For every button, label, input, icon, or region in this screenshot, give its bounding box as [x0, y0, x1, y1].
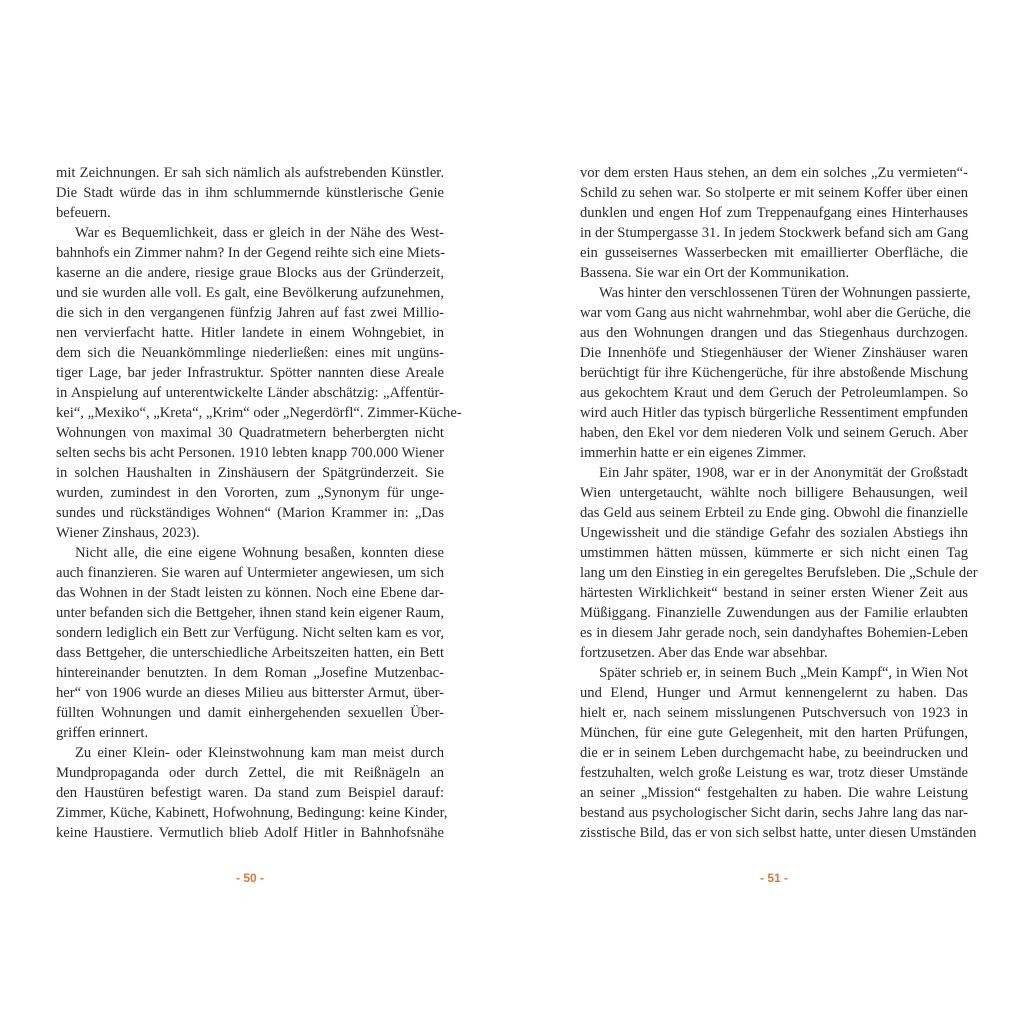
text-line: ein gusseisernes Wasserbecken mit emaillierter Oberfläche, die	[580, 245, 968, 261]
text-line: Die Stadt würde das in ihm schlummernde künstlerische Genie	[56, 185, 444, 201]
text-line: Nicht alle, die eine eigene Wohnung besaßen, konnten diese	[75, 545, 444, 561]
text-line: die er in seinem Leben durchgemacht habe, zu beeindrucken und	[580, 745, 968, 761]
text-line: immerhin hatte er ein eigenes Zimmer.	[580, 445, 807, 461]
text-line: fortzusetzen. Aber das Ende war absehbar.	[580, 645, 828, 661]
text-line: her“ von 1906 wurde an dieses Milieu aus bitterster Armut, über-	[56, 685, 444, 701]
text-line: berüchtigt für ihre Küchengerüche, für ihre abstoßende Mischung	[580, 365, 968, 381]
text-line: Müßiggang. Finanzielle Zuwendungen aus der Familie erlaubten	[580, 605, 968, 621]
text-line: kaserne an die andere, riesige graue Blocks aus der Gründerzeit,	[56, 265, 444, 281]
text-line: härtesten Wirklichkeit“ bestand in seiner ersten Wiener Zeit aus	[580, 585, 968, 601]
text-line: Wohnungen von maximal 30 Quadratmetern beherbergten nicht	[56, 425, 444, 441]
text-line: haben, den Ekel vor dem niederen Volk und seinem Geruch. Aber	[580, 425, 968, 441]
text-line: Mundpropaganda oder durch Zettel, die mit Reißnägeln an	[56, 765, 444, 781]
text-line: Die Innenhöfe und Stiegenhäuser der Wiener Zinshäuser waren	[580, 345, 968, 361]
text-line: in Anspielung auf unterentwickelte Länder abschätzig: „Affentür-	[56, 385, 444, 401]
text-line: sundes und rückständiges Wohnen“ (Marion Krammer in: „Das	[56, 505, 444, 521]
text-line: Ein Jahr später, 1908, war er in der Anonymität der Großstadt	[599, 465, 968, 481]
text-line: das Wohnen in der Stadt leisten zu können. Noch eine Ebene dar-	[56, 585, 444, 601]
text-line: dass Bettgeher, die unterschiedliche Arbeitszeiten hatten, ein Bett	[56, 645, 444, 661]
text-line: vor dem ersten Haus stehen, an dem ein solches „Zu vermieten“-	[580, 165, 968, 181]
text-line: festzuhalten, welch große Leistung es war, trotz dieser Umstände	[580, 765, 968, 781]
text-line: keine Haustiere. Vermutlich blieb Adolf Hitler in Bahnhofsnähe	[56, 825, 444, 841]
text-line: Bassena. Sie war ein Ort der Kommunikation.	[580, 265, 850, 281]
text-line: zisstische Bild, das er von sich selbst hatte, unter diesen Umständen	[580, 825, 977, 841]
text-line: kei“, „Mexiko“, „Kreta“, „Krim“ oder „Negerdörfl“. Zimmer-Küche-	[56, 405, 462, 421]
text-line: Zu einer Klein- oder Kleinstwohnung kam man meist durch	[75, 745, 444, 761]
page-number-left: - 50 -	[235, 871, 264, 885]
text-line: Wiener Zinshaus, 2023).	[56, 525, 200, 541]
page-number-right: - 51 -	[759, 871, 788, 885]
text-line: Zimmer, Küche, Kabinett, Hofwohnung, Bedingung: keine Kinder,	[56, 805, 448, 821]
right-page-body	[580, 163, 978, 843]
text-line: tiger Lage, bar jeder Infrastruktur. Spötter nannten diese Areale	[56, 365, 444, 381]
text-line: befeuern.	[56, 205, 111, 221]
text-line: Ungewissheit und die ständige Gefahr des sozialen Abstiegs ihn	[580, 525, 968, 541]
text-line: wird auch Hitler das typisch bürgerliche Ressentiment empfunden	[580, 405, 968, 421]
text-line: Schild zu sehen war. So stolperte er mit seinem Koffer über einen	[580, 185, 968, 201]
text-line: hintereinander benutzten. In dem Roman „Josefine Mutzenbac-	[56, 665, 444, 681]
text-line: aus gekochtem Kraut und dem Geruch der Petroleumlampen. So	[580, 385, 968, 401]
text-line: bestand aus psychologischer Sicht darin, sechs Jahre lang das nar-	[580, 805, 968, 821]
left-page-body	[56, 163, 462, 843]
text-line: hielt er, nach seinem misslungenen Putschversuch von 1923 in	[580, 705, 968, 721]
text-line: nen vervierfacht hatte. Hitler landete in einem Wohngebiet, in	[56, 325, 444, 341]
text-line: Später schrieb er, in seinem Buch „Mein Kampf“, in Wien Not	[599, 665, 968, 681]
text-line: griffen erinnert.	[56, 725, 149, 741]
text-line: aus den Wohnungen drangen und das Stiegenhaus durchzogen.	[580, 325, 968, 341]
text-line: füllten Wohnungen und damit einhergehenden sexuellen Über-	[56, 705, 444, 721]
text-line: es in diesem Jahr gerade noch, sein dandyhaftes Bohemien-Leben	[580, 625, 968, 641]
text-line: selten sechs bis acht Personen. 1910 lebten knapp 700.000 Wiener	[56, 445, 444, 461]
text-line: Was hinter den verschlossenen Türen der Wohnungen passierte,	[599, 285, 971, 301]
text-line: den Haustüren befestigt waren. Da stand zum Beispiel darauf:	[56, 785, 444, 801]
text-line: München, für eine gute Gelegenheit, mit den harten Prüfungen,	[580, 725, 968, 741]
text-line: das Geld aus seinem Erbteil zu Ende ging. Obwohl die finanzielle	[580, 505, 968, 521]
text-line: Wien untergetaucht, wählte noch billigere Behausungen, weil	[580, 485, 968, 501]
text-line: in solchen Haushalten in Zinshäusern der Spätgründerzeit. Sie	[56, 465, 444, 481]
text-line: dunklen und engen Hof zum Treppenaufgang eines Hinterhauses	[580, 205, 968, 221]
text-line: die sich in den vergangenen fünfzig Jahren auf fast zwei Millio-	[56, 305, 444, 321]
text-line: auch finanzieren. Sie waren auf Untermieter angewiesen, um sich	[56, 565, 444, 581]
text-line: sondern lediglich ein Bett zur Verfügung. Nicht selten kam es vor,	[56, 625, 444, 641]
text-line: bahnhofs ein Zimmer nahm? In der Gegend reihte sich eine Miets-	[56, 245, 446, 261]
text-line: umstimmen hätten müssen, kümmerte er sich nicht einen Tag	[580, 545, 968, 561]
text-line: lang um den Einstieg in ein geregeltes Berufsleben. Die „Schule der	[580, 565, 978, 581]
text-line: dem sich die Neuankömmlinge niederließen: eines mit ungüns-	[56, 345, 444, 361]
text-line: War es Bequemlichkeit, dass er gleich in der Nähe des West-	[75, 225, 444, 241]
text-line: wurden, zumindest in den Vororten, zum „Synonym für unge-	[56, 485, 444, 501]
text-line: in der Stumpergasse 31. In jedem Stockwerk befand sich am Gang	[580, 225, 969, 241]
text-line: und sie wurden alle voll. Es galt, eine Bevölkerung aufzunehmen,	[56, 285, 444, 301]
text-line: an seiner „Mission“ festgehalten zu haben. Die wahre Leistung	[580, 785, 968, 801]
text-line: unter befanden sich die Bettgeher, ihnen stand kein eigener Raum,	[56, 605, 444, 621]
text-line: war vom Gang aus nicht wahrnehmbar, wohl aber die Gerüche, die	[580, 305, 971, 321]
text-line: mit Zeichnungen. Er sah sich nämlich als aufstrebenden Künstler.	[56, 165, 444, 181]
text-line: und Elend, Hunger und Armut kennengelernt zu haben. Das	[580, 685, 968, 701]
